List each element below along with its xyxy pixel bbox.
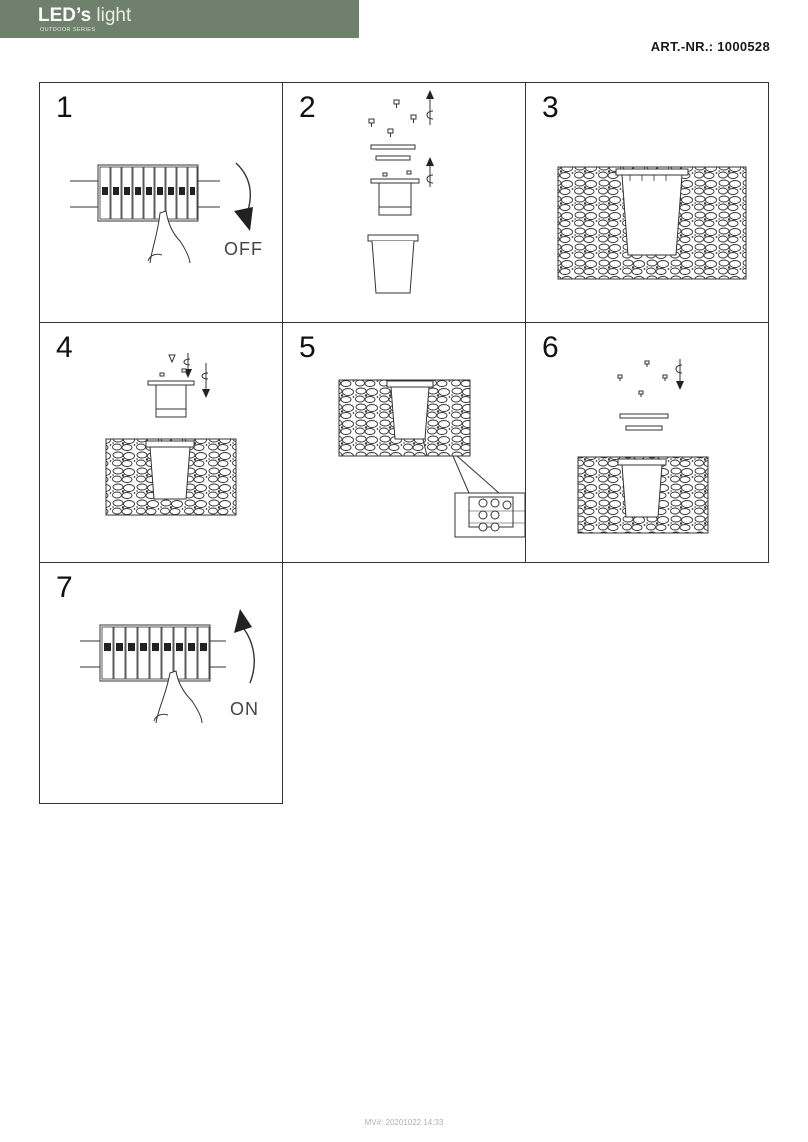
article-number: ART.-NR.: 1000528 xyxy=(650,39,770,54)
step-7-on-label: ON xyxy=(230,699,259,719)
stone-ground-icon xyxy=(526,83,768,322)
step-2-number: 2 xyxy=(299,91,316,124)
brand-header xyxy=(0,0,359,38)
exploded-assembly-icon xyxy=(283,83,525,322)
insert-lamp-icon xyxy=(40,323,282,562)
step-1-panel xyxy=(39,82,283,323)
step-6-panel xyxy=(525,322,769,563)
brand-name: LED’s light xyxy=(38,5,132,26)
brand-subtitle: OUTDOOR SERIES xyxy=(40,27,96,33)
step-3-panel xyxy=(525,82,769,323)
step-5-panel xyxy=(282,322,526,563)
step-2-panel xyxy=(282,82,526,323)
wiring-icon xyxy=(283,323,525,562)
step-3-number: 3 xyxy=(542,91,559,124)
instruction-grid xyxy=(39,82,769,804)
step-1-off-label: OFF xyxy=(224,239,263,259)
step-4-panel xyxy=(39,322,283,563)
breaker-off-icon xyxy=(40,83,282,322)
step-1-number: 1 xyxy=(56,91,73,124)
breaker-on-icon xyxy=(40,563,282,802)
step-6-number: 6 xyxy=(542,331,559,364)
step-5-number: 5 xyxy=(299,331,316,364)
step-4-number: 4 xyxy=(56,331,73,364)
footer-timestamp: MV#: 20201022 14:33 xyxy=(364,1118,444,1127)
mount-cover-icon xyxy=(526,323,768,562)
step-7-number: 7 xyxy=(56,571,73,604)
step-7-panel xyxy=(39,562,283,804)
